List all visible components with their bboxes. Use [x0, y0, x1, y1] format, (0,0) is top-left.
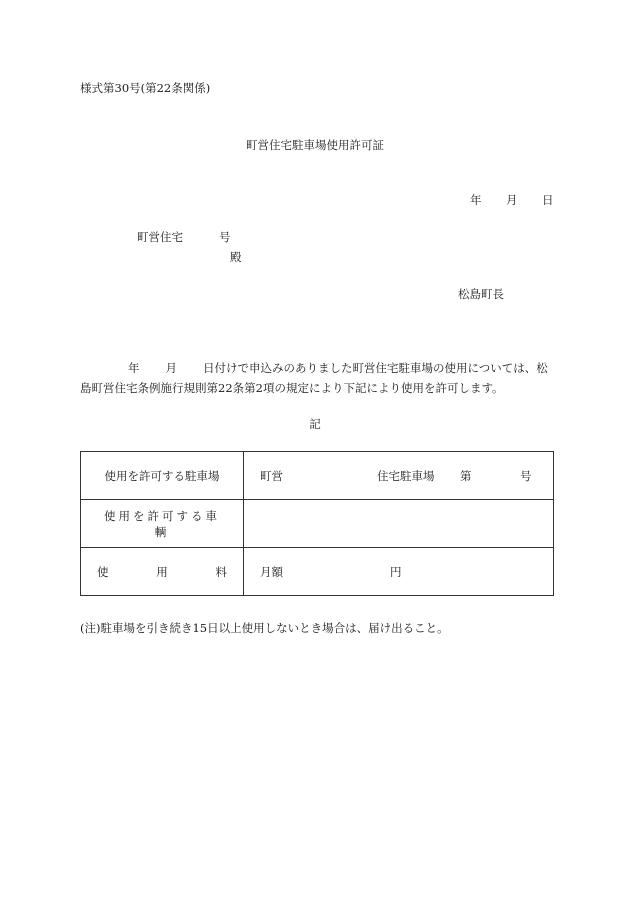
vehicle-label-text: 使用を許可する車輌: [104, 508, 220, 539]
parking-prefix: 町営: [260, 468, 283, 483]
body-month: 月: [165, 361, 177, 375]
recipient-address: [137, 229, 231, 245]
fee-label-char-2: 用: [156, 564, 168, 579]
form-number: 様式第30号(第22条関係): [80, 81, 211, 95]
body-line2: 島町営住宅条例施行規則第22条第2項の規定により下記により使用を許可します。: [80, 381, 504, 395]
table-row-fee: [81, 548, 554, 596]
fee-label-char-1: 使: [97, 564, 109, 579]
permit-table: [80, 451, 554, 596]
issuer: 松島町長: [458, 287, 504, 301]
parking-go: 号: [520, 468, 532, 483]
date-day: 日: [542, 193, 554, 207]
issue-date: [470, 192, 554, 208]
table-row-vehicle: [81, 500, 554, 548]
fee-label: [81, 548, 244, 596]
date-year: 年: [470, 193, 482, 207]
parking-middle: 住宅駐車場: [377, 468, 435, 483]
address-name: 町営住宅: [137, 230, 183, 244]
fee-label-char-3: 料: [215, 564, 227, 579]
date-month: 月: [506, 193, 518, 207]
fee-value: [244, 548, 554, 596]
document-title: 町営住宅駐車場使用許可証: [246, 138, 384, 152]
parking-value: [244, 452, 554, 500]
parking-dai: 第: [460, 468, 472, 483]
ki-heading: 記: [309, 417, 321, 431]
vehicle-label: [81, 500, 244, 548]
body-line1: 日付けで申込みのありました町営住宅駐車場の使用については、松: [203, 361, 548, 375]
body-year: 年: [128, 361, 140, 375]
fee-monthly: 月額: [260, 564, 283, 579]
parking-label: 使用を許可する駐車場: [81, 452, 244, 500]
address-number: 号: [219, 230, 231, 244]
vehicle-value: [244, 500, 554, 548]
table-row-parking: [81, 452, 554, 500]
honorific: 殿: [230, 250, 242, 264]
body-paragraph: [80, 358, 554, 398]
fee-yen: 円: [390, 564, 402, 579]
footnote: (注)駐車場を引き続き15日以上使用しないとき場合は、届け出ること。: [80, 621, 449, 635]
